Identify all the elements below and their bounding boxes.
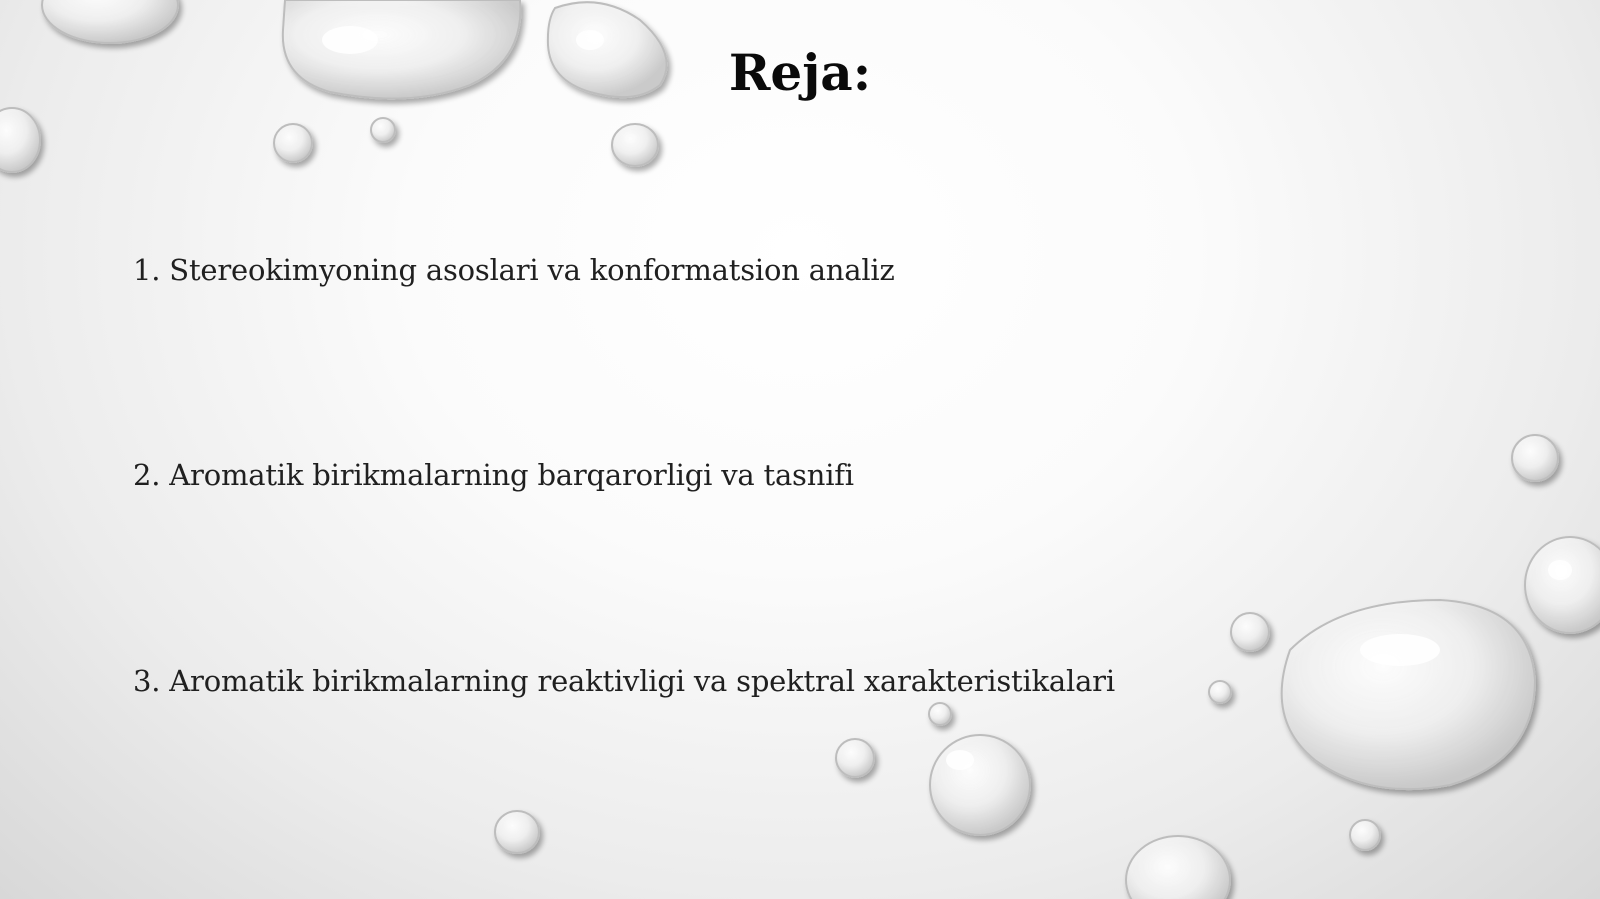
water-drop <box>836 739 874 777</box>
water-drop <box>371 118 395 142</box>
water-drop <box>1512 435 1558 481</box>
water-drop <box>1126 836 1230 899</box>
slide-title: Reja: <box>728 43 872 102</box>
water-drop <box>612 124 658 166</box>
water-drop <box>930 735 1030 835</box>
water-drop <box>495 811 539 853</box>
water-drop <box>0 108 40 172</box>
plan-item: 2. Aromatik birikmalarning barqarorligi va tasnifi <box>133 458 854 492</box>
water-drop <box>1209 681 1231 703</box>
water-drop <box>1525 537 1600 633</box>
water-drop <box>1350 820 1380 850</box>
water-drop <box>42 0 178 43</box>
plan-item: 1. Stereokimyoning asoslari va konformatsion analiz <box>133 253 895 287</box>
water-drop <box>929 703 951 725</box>
water-drop <box>1282 600 1535 789</box>
water-drop <box>1231 613 1269 651</box>
water-drop <box>274 124 312 162</box>
plan-item: 3. Aromatik birikmalarning reaktivligi va spektral xarakteristikalari <box>133 664 1115 698</box>
